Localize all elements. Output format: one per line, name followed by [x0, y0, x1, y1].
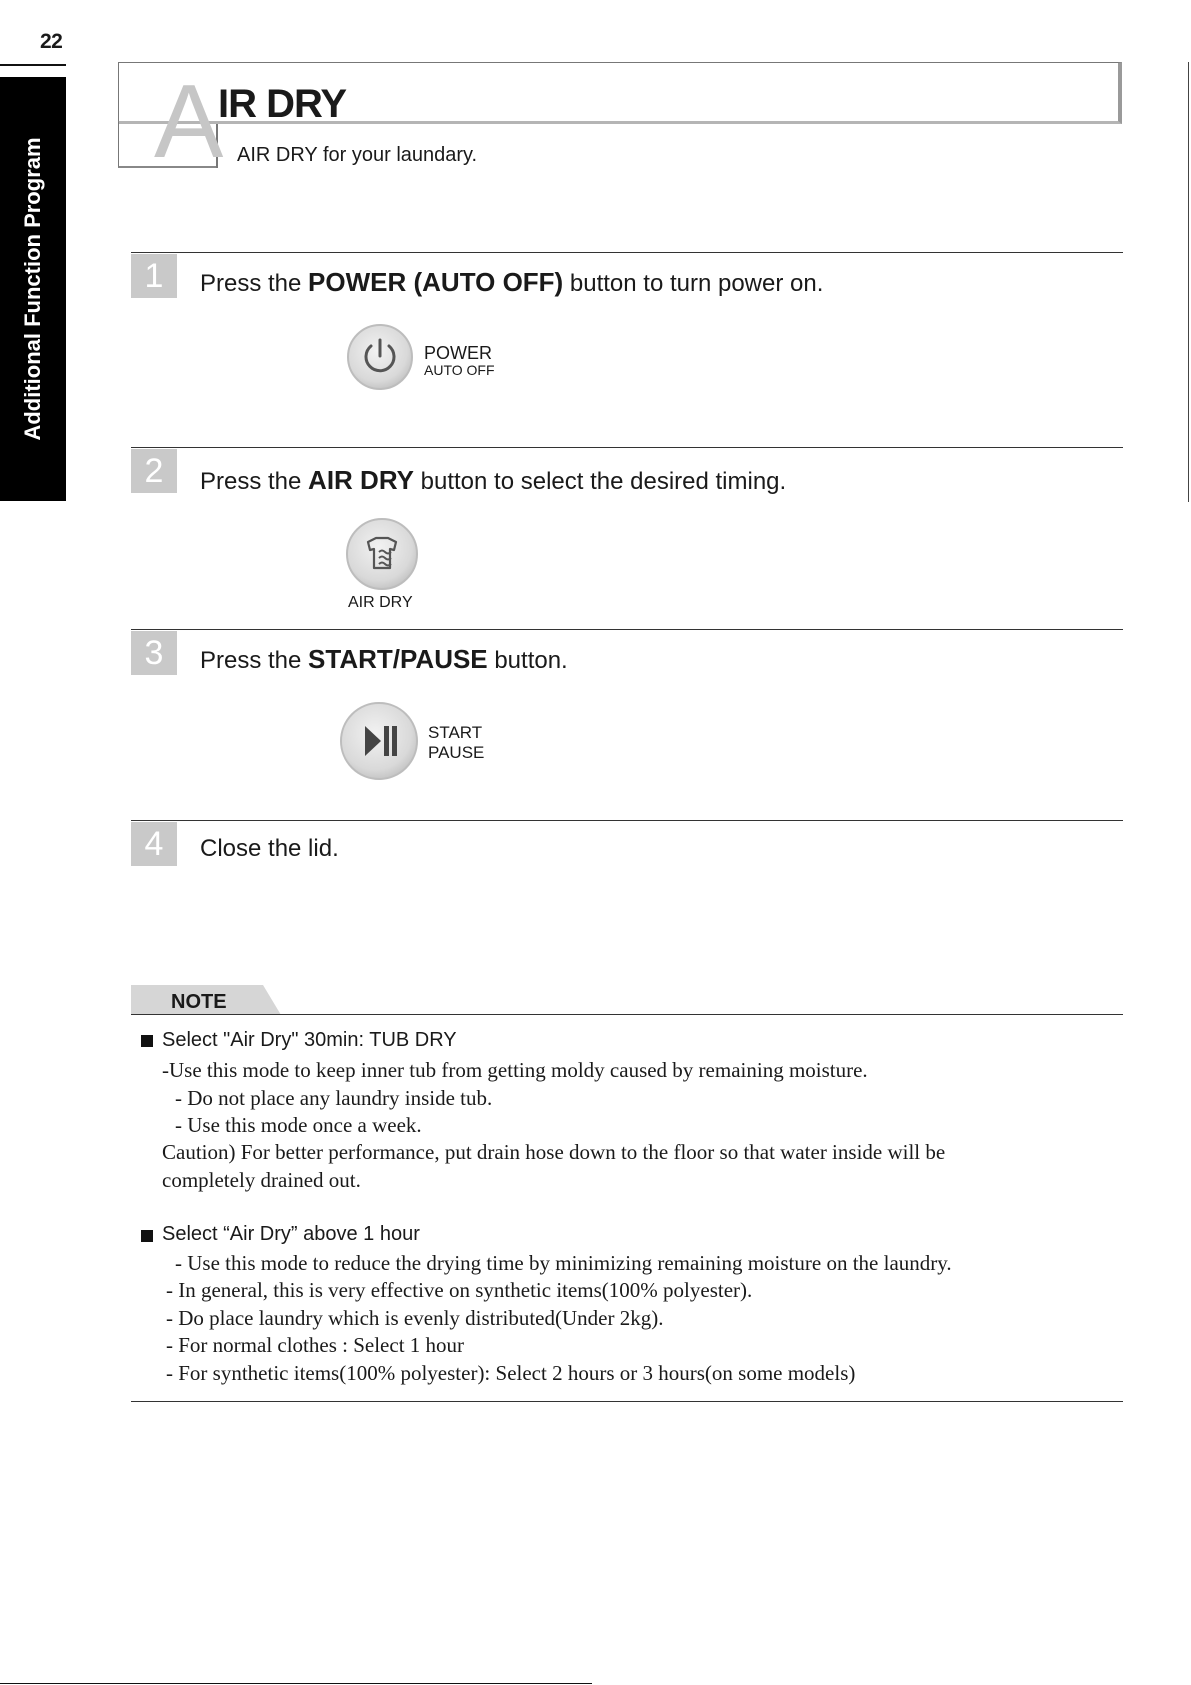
step-2-pre: Press the	[200, 468, 309, 495]
startpause-button-sublabel: PAUSE	[428, 743, 485, 762]
note-1-line-3: - Use this mode once a week.	[175, 1113, 422, 1137]
note-2-line-4: - For normal clothes : Select 1 hour	[166, 1333, 465, 1357]
page-edge-rule	[1188, 62, 1189, 502]
startpause-button-illustration	[340, 702, 500, 782]
step-3-post: button.	[487, 647, 568, 674]
step-1-post: button to turn power on.	[563, 270, 824, 297]
step-1-pre: Press the	[200, 270, 309, 297]
note-heading-1: Select "Air Dry" 30min: TUB DRY	[162, 1029, 457, 1051]
note-2-line-5: - For synthetic items(100% polyester): Select 2 hours or 3 hours(on some models)	[166, 1361, 856, 1385]
step-3-rule	[131, 629, 1123, 630]
shirt-wave-icon	[348, 520, 416, 588]
step-1-text	[200, 267, 823, 298]
note-1-line-5: completely drained out.	[162, 1168, 361, 1192]
step-3-text	[200, 644, 568, 675]
step-1-rule	[131, 252, 1123, 253]
step-2-text	[200, 465, 786, 496]
step-4-number: 4	[131, 822, 177, 866]
power-button-illustration	[347, 324, 507, 392]
note-label: NOTE	[171, 991, 227, 1013]
startpause-button	[340, 702, 418, 780]
step-3-number: 3	[131, 631, 177, 675]
note-2-line-3: - Do place laundry which is evenly distributed(Under 2kg).	[166, 1306, 664, 1330]
note-end-rule	[131, 1401, 1123, 1402]
section-side-tab	[0, 77, 66, 501]
step-3-pre: Press the	[200, 647, 309, 674]
step-3-bold: START/PAUSE	[308, 644, 488, 674]
note-1-line-2: - Do not place any laundry inside tub.	[175, 1086, 493, 1110]
step-1-number: 1	[131, 254, 177, 298]
power-button-label: POWER	[424, 343, 493, 363]
airdry-button-label: AIR DRY	[348, 594, 413, 611]
step-2-number: 2	[131, 449, 177, 493]
note-1-line-1: -Use this mode to keep inner tub from getting moldy caused by remaining moisture.	[162, 1058, 868, 1082]
note-bullet-2	[141, 1230, 153, 1242]
page-bottom-rule	[0, 1683, 592, 1684]
note-2-line-1: - Use this mode to reduce the drying time by minimizing remaining moisture on the laundry.	[175, 1251, 952, 1275]
airdry-button	[346, 518, 418, 590]
note-2-line-2: - In general, this is very effective on synthetic items(100% polyester).	[166, 1278, 753, 1302]
power-icon	[349, 326, 411, 388]
step-2-post: button to select the desired timing.	[413, 468, 787, 495]
page-number-rule	[0, 64, 66, 66]
section-tab-label: Additional Function Program	[20, 137, 45, 441]
note-bullet-1	[141, 1035, 153, 1047]
page-subtitle: AIR DRY for your laundary.	[237, 144, 478, 166]
page-number: 22	[40, 30, 63, 53]
step-4-rule	[131, 820, 1123, 821]
step-4-text: Close the lid.	[200, 835, 339, 862]
step-2-rule	[131, 447, 1123, 448]
note-1-line-4: Caution) For better performance, put drain hose down to the floor so that water inside will be	[162, 1140, 946, 1164]
power-button	[347, 324, 413, 390]
page-title: IR DRY	[218, 82, 347, 126]
note-heading-2: Select “Air Dry” above 1 hour	[162, 1223, 420, 1245]
step-1-bold: POWER (AUTO OFF)	[308, 267, 564, 297]
startpause-button-label: START	[428, 723, 483, 742]
title-initial-letter: A	[154, 64, 224, 180]
note-rule	[131, 1014, 1123, 1015]
step-2-bold: AIR DRY	[308, 465, 414, 495]
power-button-sublabel: AUTO OFF	[424, 362, 495, 378]
play-pause-icon	[342, 704, 416, 778]
airdry-button-illustration	[344, 518, 444, 612]
